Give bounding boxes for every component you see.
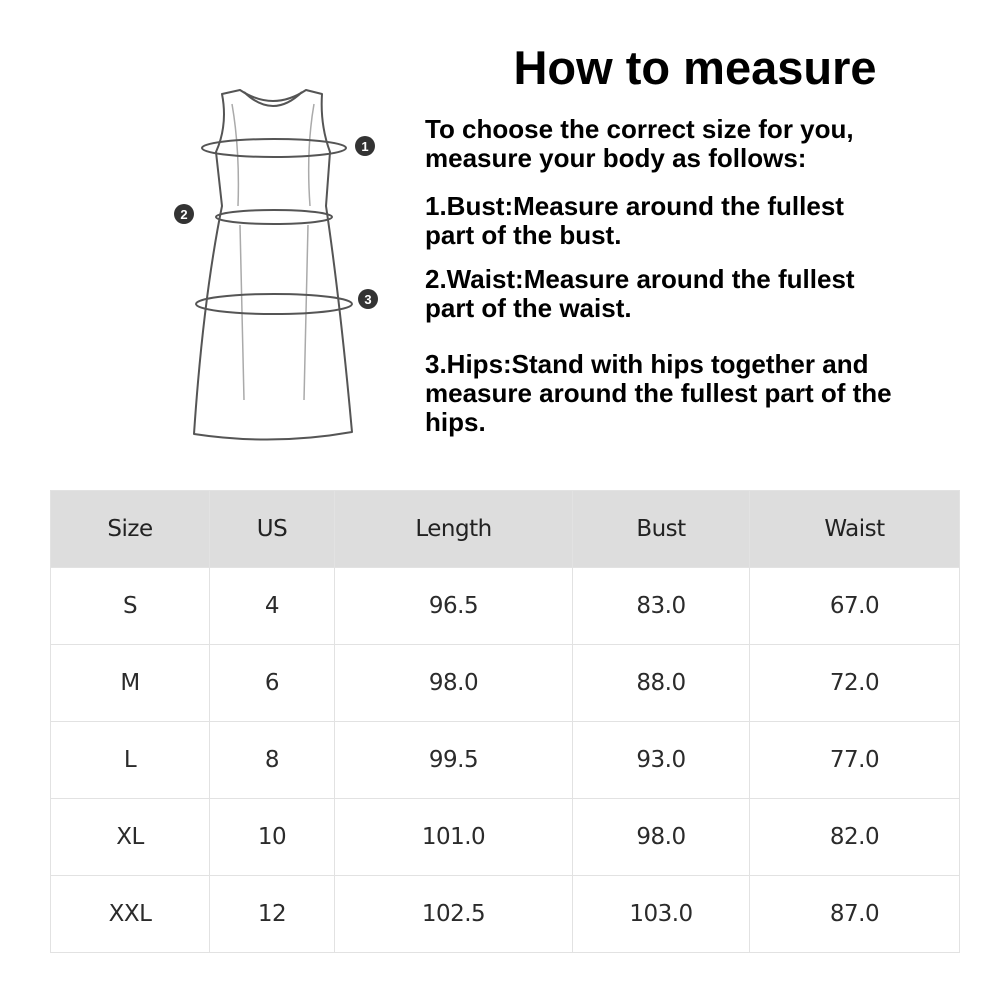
cell-bust: 88.0 bbox=[573, 645, 750, 722]
cell-waist: 77.0 bbox=[750, 722, 960, 799]
cell-bust: 93.0 bbox=[573, 722, 750, 799]
header-bust: Bust bbox=[573, 491, 750, 568]
cell-length: 102.5 bbox=[335, 876, 573, 953]
cell-size: XL bbox=[51, 799, 210, 876]
dress-illustration bbox=[160, 80, 390, 450]
header-size: Size bbox=[51, 491, 210, 568]
cell-bust: 83.0 bbox=[573, 568, 750, 645]
step-line: part of the waist. bbox=[425, 293, 632, 323]
intro-line: measure your body as follows: bbox=[425, 143, 807, 173]
step-line: part of the bust. bbox=[425, 220, 622, 250]
intro-text bbox=[425, 115, 985, 173]
table-row bbox=[51, 568, 960, 645]
cell-length: 101.0 bbox=[335, 799, 573, 876]
cell-us: 6 bbox=[210, 645, 335, 722]
step-line: 2.Waist:Measure around the fullest bbox=[425, 264, 855, 294]
step-line: hips. bbox=[425, 407, 486, 437]
header-us: US bbox=[210, 491, 335, 568]
table-header-row bbox=[51, 491, 960, 568]
cell-size: S bbox=[51, 568, 210, 645]
cell-length: 98.0 bbox=[335, 645, 573, 722]
header-length: Length bbox=[335, 491, 573, 568]
step-hips bbox=[425, 350, 985, 437]
svg-text:2: 2 bbox=[180, 207, 188, 222]
step-line: 3.Hips:Stand with hips together and bbox=[425, 349, 869, 379]
cell-bust: 98.0 bbox=[573, 799, 750, 876]
page-title: How to measure bbox=[513, 41, 877, 94]
step-waist bbox=[425, 265, 985, 323]
cell-waist: 87.0 bbox=[750, 876, 960, 953]
cell-bust: 103.0 bbox=[573, 876, 750, 953]
marker-3 bbox=[358, 289, 378, 309]
step-line: 1.Bust:Measure around the fullest bbox=[425, 191, 844, 221]
table-row bbox=[51, 645, 960, 722]
cell-size: M bbox=[51, 645, 210, 722]
step-bust bbox=[425, 192, 985, 250]
waist-band bbox=[216, 210, 332, 224]
cell-length: 99.5 bbox=[335, 722, 573, 799]
table-row bbox=[51, 876, 960, 953]
header-waist: Waist bbox=[750, 491, 960, 568]
cell-size: L bbox=[51, 722, 210, 799]
cell-us: 10 bbox=[210, 799, 335, 876]
step-line: measure around the fullest part of the bbox=[425, 378, 892, 408]
marker-2 bbox=[174, 204, 194, 224]
svg-text:1: 1 bbox=[361, 139, 369, 154]
cell-length: 96.5 bbox=[335, 568, 573, 645]
size-chart-table bbox=[50, 490, 960, 953]
table-row bbox=[51, 799, 960, 876]
hips-band bbox=[196, 294, 352, 314]
cell-waist: 67.0 bbox=[750, 568, 960, 645]
cell-size: XXL bbox=[51, 876, 210, 953]
intro-line: To choose the correct size for you, bbox=[425, 114, 854, 144]
cell-us: 8 bbox=[210, 722, 335, 799]
bust-band bbox=[202, 139, 346, 157]
marker-1 bbox=[355, 136, 375, 156]
cell-waist: 72.0 bbox=[750, 645, 960, 722]
cell-us: 4 bbox=[210, 568, 335, 645]
cell-waist: 82.0 bbox=[750, 799, 960, 876]
svg-text:3: 3 bbox=[364, 292, 372, 307]
cell-us: 12 bbox=[210, 876, 335, 953]
table-row bbox=[51, 722, 960, 799]
